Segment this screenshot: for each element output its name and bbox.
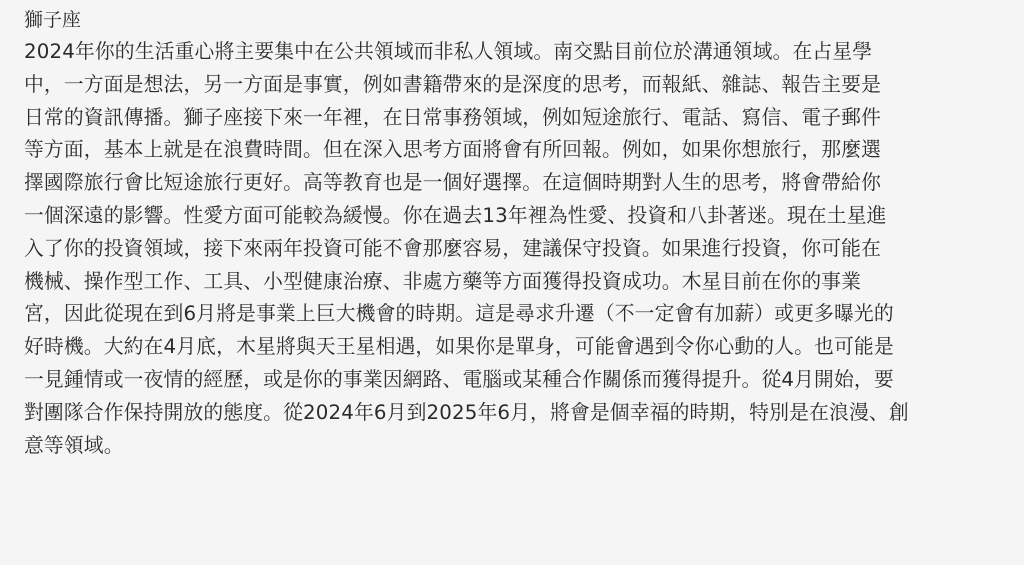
- paragraph-line: 一個深遠的影響。性愛方面可能較為緩慢。你在過去13年裡為性愛、投資和八卦著迷。現在土星進: [24, 203, 887, 227]
- paragraph-line: 中，一方面是想法，另一方面是事實，例如書籍帶來的是深度的思考，而報紙、雜誌、報告主要是: [24, 72, 882, 96]
- paragraph-line: 對團隊合作保持開放的態度。從2024年6月到2025年6月，將會是個幸福的時期，特別是在浪漫、創: [24, 400, 909, 424]
- paragraph-line: 一見鍾情或一夜情的經歷，或是你的事業因網路、電腦或某種合作關係而獲得提升。從4月開始，要: [24, 367, 894, 391]
- paragraph-line: 意等領域。: [24, 433, 124, 457]
- paragraph-line: 宮，因此從現在到6月將是事業上巨大機會的時期。這是尋求升遷（不一定會有加薪）或更多曝光的: [24, 302, 894, 326]
- article-body: [24, 36, 1024, 462]
- paragraph-line: 等方面，基本上就是在浪費時間。但在深入思考方面將會有所回報。例如，如果你想旅行，那麼選: [24, 138, 882, 162]
- paragraph-line: 日常的資訊傳播。獅子座接下來一年裡，在日常事務領域，例如短途旅行、電話、寫信、電子郵件: [24, 105, 882, 129]
- paragraph-line: 入了你的投資領域，接下來兩年投資可能不會那麼容易，建議保守投資。如果進行投資，你可能在: [24, 236, 882, 260]
- article-title: 獅子座: [24, 9, 82, 31]
- paragraph-line: 擇國際旅行會比短途旅行更好。高等教育也是一個好選擇。在這個時期對人生的思考，將會帶給你: [24, 171, 882, 195]
- paragraph-line: 機械、操作型工作、工具、小型健康治療、非處方藥等方面獲得投資成功。木星目前在你的事業: [24, 269, 862, 293]
- paragraph-line: 好時機。大約在4月底，木星將與天王星相遇，如果你是單身，可能會遇到令你心動的人。也可能是: [24, 335, 894, 359]
- paragraph-line: 2024年你的生活重心將主要集中在公共領域而非私人領域。南交點目前位於溝通領域。在占星學: [24, 40, 873, 63]
